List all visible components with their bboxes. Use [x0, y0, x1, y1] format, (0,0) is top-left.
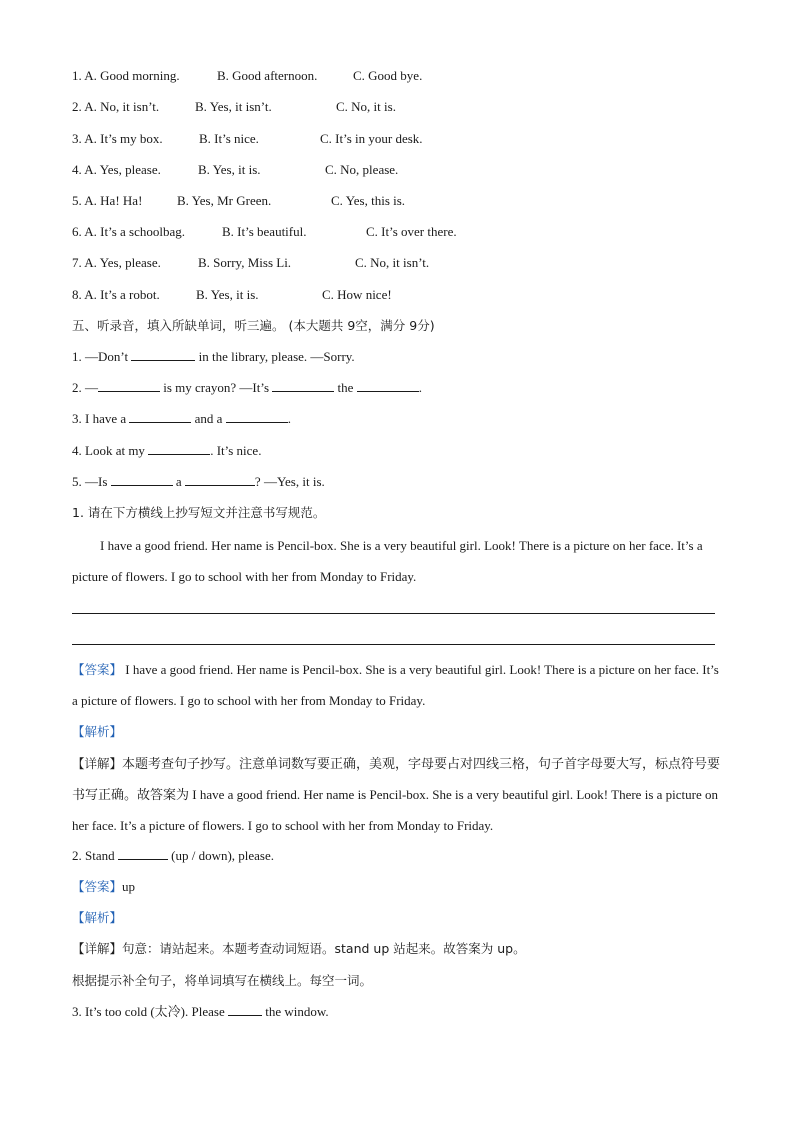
option-a: 2. A. No, it isn’t. — [72, 99, 160, 114]
copy-passage: I have a good friend. Her name is Pencil-box. She is a very beautiful girl. Look! There is a picture on her face. It’s a picture of flowers. I go to school with her from Monday to Friday. — [72, 538, 703, 584]
option-c: C. No, it isn’t. — [355, 255, 430, 270]
option-a: 7. A. Yes, please. — [72, 255, 161, 270]
option-b: B. Yes, it is. — [198, 162, 261, 177]
fill-question — [72, 379, 422, 397]
option-c: C. Good bye. — [353, 68, 423, 83]
detail-text: 句意：请站起来。本题考查动词短语。stand up 站起来。故答案为 up。 — [122, 941, 526, 956]
answer-blank[interactable] — [228, 1003, 262, 1016]
answer-blank[interactable] — [148, 442, 210, 455]
question-text: 1. —Don’t — [72, 349, 129, 364]
fill-question — [72, 442, 261, 460]
question-text: . It’s nice. — [210, 443, 262, 458]
question-text: 3. It’s too cold (太冷). Please — [72, 1004, 225, 1019]
answer-blank[interactable] — [185, 473, 255, 486]
analysis-label: 【解析】 — [72, 724, 123, 739]
copy-instruction: 1. 请在下方横线上抄写短文并注意书写规范。 — [72, 505, 326, 520]
question-text: ? —Yes, it is. — [254, 474, 325, 489]
answer-blank[interactable] — [111, 473, 173, 486]
question-text: 2. — — [72, 380, 98, 395]
question-text: the — [337, 380, 354, 395]
option-b: B. It’s beautiful. — [222, 224, 307, 239]
answer-blank[interactable] — [129, 410, 191, 423]
fill-question — [72, 473, 325, 491]
option-a: 5. A. Ha! Ha! — [72, 193, 143, 208]
option-a: 6. A. It’s a schoolbag. — [72, 224, 186, 239]
question-text: 2. Stand — [72, 848, 115, 863]
question-text: 4. Look at my — [72, 443, 145, 458]
option-c: C. It’s in your desk. — [320, 131, 423, 146]
answer-label: 【答案】 — [72, 662, 123, 677]
option-c: C. No, it is. — [336, 99, 396, 114]
question-text: 5. —Is — [72, 474, 108, 489]
question-text: the window. — [265, 1004, 329, 1019]
option-c: C. Yes, this is. — [331, 193, 406, 208]
analysis-label: 【解析】 — [72, 910, 123, 925]
option-a: 3. A. It’s my box. — [72, 131, 163, 146]
writing-line[interactable] — [72, 613, 715, 614]
question-text: is my crayon? —It’s — [163, 380, 270, 395]
question-text: . — [287, 411, 291, 426]
question-text: in the library, please. —Sorry. — [198, 349, 355, 364]
section-heading: 五、听录音，填入所缺单词，听三遍。 (本大题共 9空，满分 9分) — [72, 318, 435, 333]
option-b: B. Yes, Mr Green. — [177, 193, 272, 208]
question-text: a — [175, 474, 182, 489]
option-b: B. Sorry, Miss Li. — [198, 255, 292, 270]
detail-block — [72, 748, 724, 841]
answer-blank[interactable] — [272, 379, 334, 392]
question-text: and a — [194, 411, 223, 426]
detail-block — [72, 940, 526, 958]
detail-label: 【详解】 — [72, 941, 123, 956]
detail-label: 【详解】 — [72, 756, 123, 771]
fill-question — [72, 1003, 329, 1021]
option-b: B. Good afternoon. — [217, 68, 318, 83]
answer-blank[interactable] — [226, 410, 288, 423]
fill-question — [72, 348, 355, 366]
writing-line[interactable] — [72, 644, 715, 645]
fill-question — [72, 847, 274, 865]
answer-block — [72, 654, 724, 716]
option-b: B. Yes, it isn’t. — [195, 99, 272, 114]
option-c: C. It’s over there. — [366, 224, 457, 239]
answer-blank[interactable] — [118, 847, 168, 860]
option-c: C. How nice! — [322, 287, 392, 302]
answer-label: 【答案】 — [72, 879, 123, 894]
section-instruction: 根据提示补全句子，将单词填写在横线上。每空一词。 — [72, 973, 373, 988]
fill-question — [72, 410, 291, 428]
answer-text: up — [122, 879, 136, 894]
answer-blank[interactable] — [98, 379, 160, 392]
detail-text: 本题考查句子抄写。注意单词数写要正确，美观，字母要占对四线三格，句子首字母要大写，标点符号要书写正确。故答案为 I have a good friend. Her name is Pencil-box. She is a very beautiful girl. Look! There is a picture on her face. It’s a picture of flowers. I go to school with her from Monday to Friday. — [72, 756, 721, 833]
option-b: B. It’s nice. — [199, 131, 259, 146]
option-c: C. No, please. — [325, 162, 399, 177]
question-text: . — [418, 380, 422, 395]
answer-blank[interactable] — [357, 379, 419, 392]
option-b: B. Yes, it is. — [196, 287, 259, 302]
option-a: 1. A. Good morning. — [72, 68, 180, 83]
option-a: 8. A. It’s a robot. — [72, 287, 160, 302]
option-a: 4. A. Yes, please. — [72, 162, 161, 177]
question-text: (up / down), please. — [171, 848, 275, 863]
answer-text: I have a good friend. Her name is Pencil-box. She is a very beautiful girl. Look! There is a picture on her face. It’s a picture of flowers. I go to school with her from Monday to Friday. — [72, 662, 719, 708]
answer-blank[interactable] — [131, 348, 195, 361]
question-text: 3. I have a — [72, 411, 127, 426]
answer-block — [72, 878, 135, 896]
